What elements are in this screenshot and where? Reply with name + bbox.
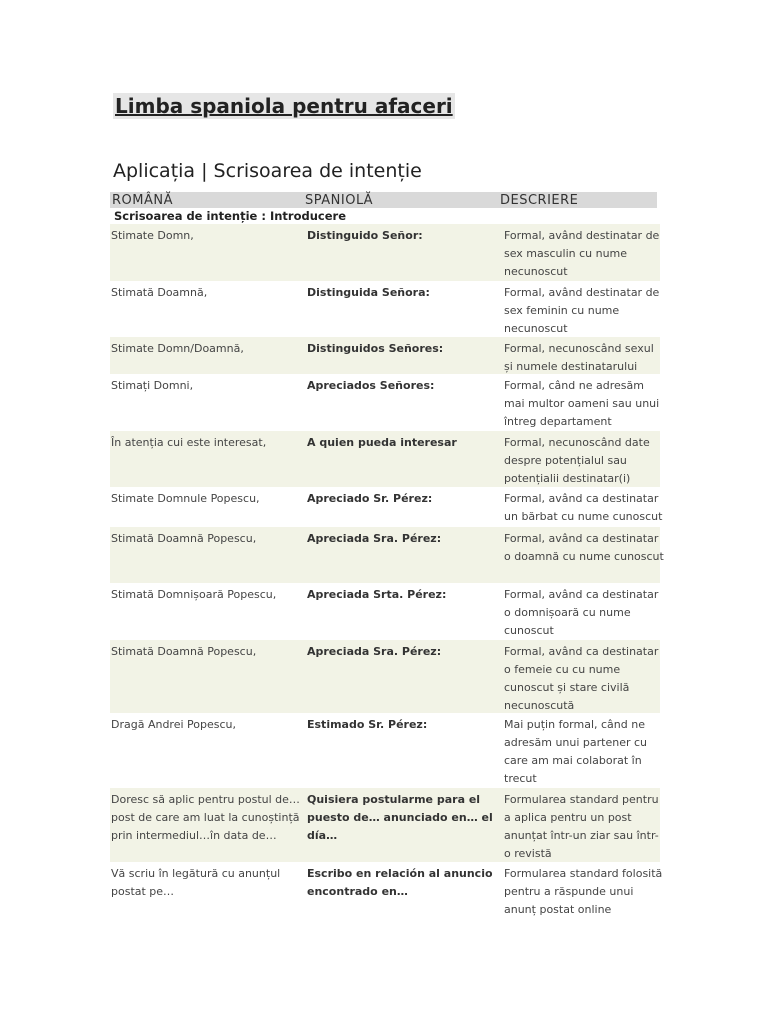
table-row — [110, 487, 663, 527]
table-row — [110, 281, 660, 337]
column-header-romana: ROMÂNĂ — [112, 193, 173, 208]
romanian-phrase: În atenția cui este interesat, — [111, 436, 267, 449]
spanish-phrase: Apreciada Srta. Pérez: — [307, 588, 447, 601]
romanian-phrase: Stimate Domnule Popescu, — [111, 492, 260, 505]
table-row — [110, 431, 660, 487]
phrase-description: Formal, necunoscând date despre potențialul sau potențialii destinatar(i) — [504, 436, 650, 485]
column-header-descriere: DESCRIERE — [500, 193, 579, 208]
spanish-phrase: Apreciada Sra. Pérez: — [307, 532, 442, 545]
table-row — [110, 788, 660, 862]
phrase-description: Formal, necunoscând sexul și numele destinatarului — [504, 342, 654, 373]
romanian-phrase: Dragă Andrei Popescu, — [111, 718, 237, 731]
phrase-description: Formularea standard folosită pentru a răspunde unui anunț postat online — [504, 867, 663, 916]
spanish-phrase: Distinguido Señor: — [307, 229, 423, 242]
phrase-description: Formal, având destinatar de sex feminin cu nume necunoscut — [504, 286, 660, 335]
table-row — [110, 527, 664, 583]
phrase-description: Formal, având ca destinatar o femeie cu cu nume cunoscut și stare civilă necunoscută — [504, 645, 659, 712]
romanian-phrase: Stimată Domnișoară Popescu, — [111, 588, 277, 601]
table-row — [110, 862, 663, 922]
spanish-phrase: Apreciados Señores: — [307, 379, 435, 392]
phrase-table — [110, 224, 664, 922]
romanian-phrase: Stimată Doamnă Popescu, — [111, 532, 257, 545]
document-title: Limba spaniola pentru afaceri — [115, 94, 453, 118]
spanish-phrase: A quien pueda interesar — [307, 436, 457, 449]
romanian-phrase: Stimați Domni, — [111, 379, 194, 392]
phrase-description: Formal, având ca destinatar o domnișoară cu nume cunoscut — [504, 588, 659, 637]
column-header-spaniola: SPANIOLĂ — [305, 193, 374, 208]
section-title: Aplicația | Scrisoarea de intenție — [113, 160, 422, 182]
spanish-phrase: Escribo en relación al anuncio encontrado en… — [307, 867, 493, 898]
phrase-description: Formal, având ca destinatar o doamnă cu nume cunoscut — [504, 532, 664, 563]
spanish-phrase: Distinguida Señora: — [307, 286, 430, 299]
romanian-phrase: Doresc să aplic pentru postul de…post de care am luat la cunoștință prin intermediul…în data de… — [111, 793, 300, 842]
romanian-phrase: Stimate Domn/Doamnă, — [111, 342, 244, 355]
table-row — [110, 224, 660, 281]
table-row — [110, 374, 660, 431]
table-row — [110, 583, 660, 640]
phrase-description: Formal, având destinatar de sex masculin cu nume necunoscut — [504, 229, 660, 278]
table-subheading: Scrisoarea de intenție : Introducere — [114, 209, 346, 223]
romanian-phrase: Stimate Domn, — [111, 229, 194, 242]
table-row — [110, 713, 660, 788]
phrase-description: Formal, când ne adresăm mai multor oameni sau unui întreg departament — [504, 379, 660, 428]
table-header — [110, 192, 657, 208]
spanish-phrase: Apreciado Sr. Pérez: — [307, 492, 433, 505]
phrase-description: Formularea standard pentru a aplica pentru un post anunțat într-un ziar sau într-o revistă — [504, 793, 659, 860]
spanish-phrase: Quisiera postularme para el puesto de… anunciado en… el día… — [307, 793, 493, 842]
romanian-phrase: Vă scriu în legătură cu anunțul postat pe… — [111, 867, 281, 898]
spanish-phrase: Estimado Sr. Pérez: — [307, 718, 428, 731]
phrase-description: Mai puțin formal, când ne adresăm unui partener cu care am mai colaborat în trecut — [504, 718, 648, 785]
spanish-phrase: Distinguidos Señores: — [307, 342, 444, 355]
romanian-phrase: Stimată Doamnă Popescu, — [111, 645, 257, 658]
phrase-description: Formal, având ca destinatar un bărbat cu nume cunoscut — [504, 492, 663, 523]
table-row — [110, 337, 660, 374]
romanian-phrase: Stimată Doamnă, — [111, 286, 208, 299]
spanish-phrase: Apreciada Sra. Pérez: — [307, 645, 442, 658]
table-row — [110, 640, 660, 713]
